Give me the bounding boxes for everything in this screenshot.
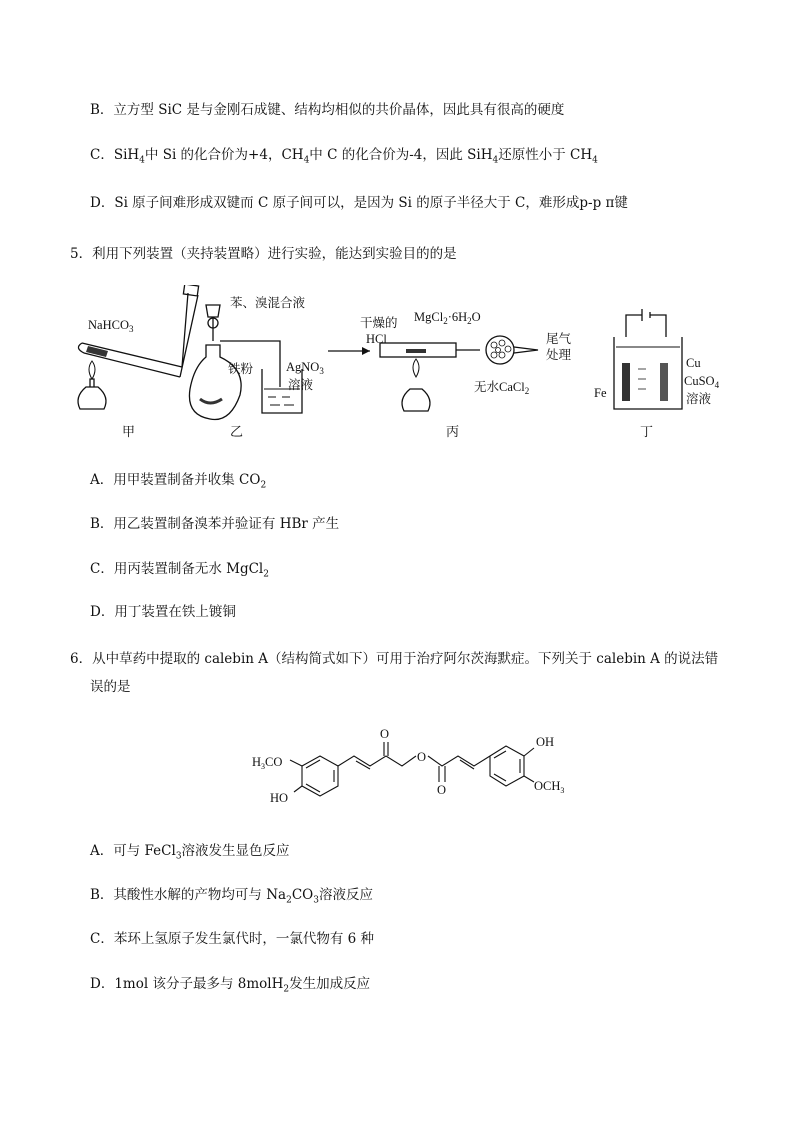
q4-option-c: C．SiH$_4$中 Si 的化合价为+4，$CH_4$中 C 的化合价为-4，因此 SiH$_4$还原性小于 $CH_4$ [90,147,598,166]
q5-apparatus-figure [70,285,730,445]
label-mgcl2-hydrate: $MgCl_2\cdot 6H_2O$ [414,310,481,326]
caption-ding: 丁 [640,425,654,440]
caption-jia: 甲 [122,425,136,440]
label-iron-powder: 铁粉 [228,362,254,376]
q6-stem-line2: 误的是 [90,679,131,695]
struct-right-methoxy: $OCH_3$ [534,779,565,795]
q4-option-b: B．立方型 SiC 是与金刚石成键、结构均相似的共价晶体，因此具有很高的硬度 [90,102,565,118]
q6-option-d: D．1mol 该分子最多与 8molH$_2$发生加成反应 [90,976,371,995]
q5-option-d: D．用丁装置在铁上镀铜 [90,604,236,620]
label-cu: Cu [686,356,701,370]
q5-stem: 5．利用下列装置（夹持装置略）进行实验，能达到实验目的的是 [70,246,457,262]
q6-option-b: B．其酸性水解的产物均可与 $Na_2CO_3$溶液反应 [90,887,373,906]
struct-ester-carbonyl-o: O [437,783,447,797]
q6-option-a: A．可与 FeCl$_3$溶液发生显色反应 [90,843,290,862]
label-cuso4: CuSO$_4$ [684,374,720,390]
label-anhydrous-cacl2: 无水CaCl$_2$ [474,380,530,396]
struct-right-hydroxy: OH [536,735,555,749]
label-hcl: HCl [366,332,387,346]
apparatus-jia [78,285,199,440]
q5-option-b: B．用乙装置制备溴苯并验证有 HBr 产生 [90,516,340,532]
label-tail-gas: 尾气 [546,332,572,346]
label-agno3: AgNO$_3$ [286,360,324,376]
struct-ketone-o: O [380,727,390,741]
label-fe: Fe [594,386,607,400]
struct-ester-o: O [417,750,427,764]
caption-yi: 乙 [230,425,244,440]
q6-stem-line1: 6．从中草药中提取的 calebin A（结构简式如下）可用于治疗阿尔茨海默症。下列关于 calebin A 的说法错 [70,651,719,667]
struct-left-methoxy: $H_3CO$ [252,755,283,771]
struct-left-hydroxy: HO [270,791,289,805]
label-nahco3: NaHCO$_3$ [88,318,134,334]
apparatus-ding [594,309,720,440]
label-dry: 干燥的 [360,316,398,330]
q6-option-c: C．苯环上氢原子发生氯代时，一氯代物有 6 种 [90,931,375,947]
calebin-a-structure [250,724,570,824]
q4-option-d: D．Si 原子间难形成双键而 C 原子间可以，是因为 Si 的原子半径大于 C，难形成p-p π键 [90,195,628,211]
q5-option-c: C．用丙装置制备无水 MgCl$_2$ [90,561,269,580]
apparatus-yi [189,295,324,440]
caption-bing: 丙 [446,425,460,440]
apparatus-bing [328,310,572,440]
label-ding-solution: 溶液 [686,392,712,406]
q5-option-a: A．用甲装置制备并收集 $CO_2$ [90,472,267,491]
label-benzene-bromine: 苯、溴混合液 [230,296,306,310]
label-yi-solution: 溶液 [288,378,314,392]
label-tail-treatment: 处理 [546,348,572,362]
